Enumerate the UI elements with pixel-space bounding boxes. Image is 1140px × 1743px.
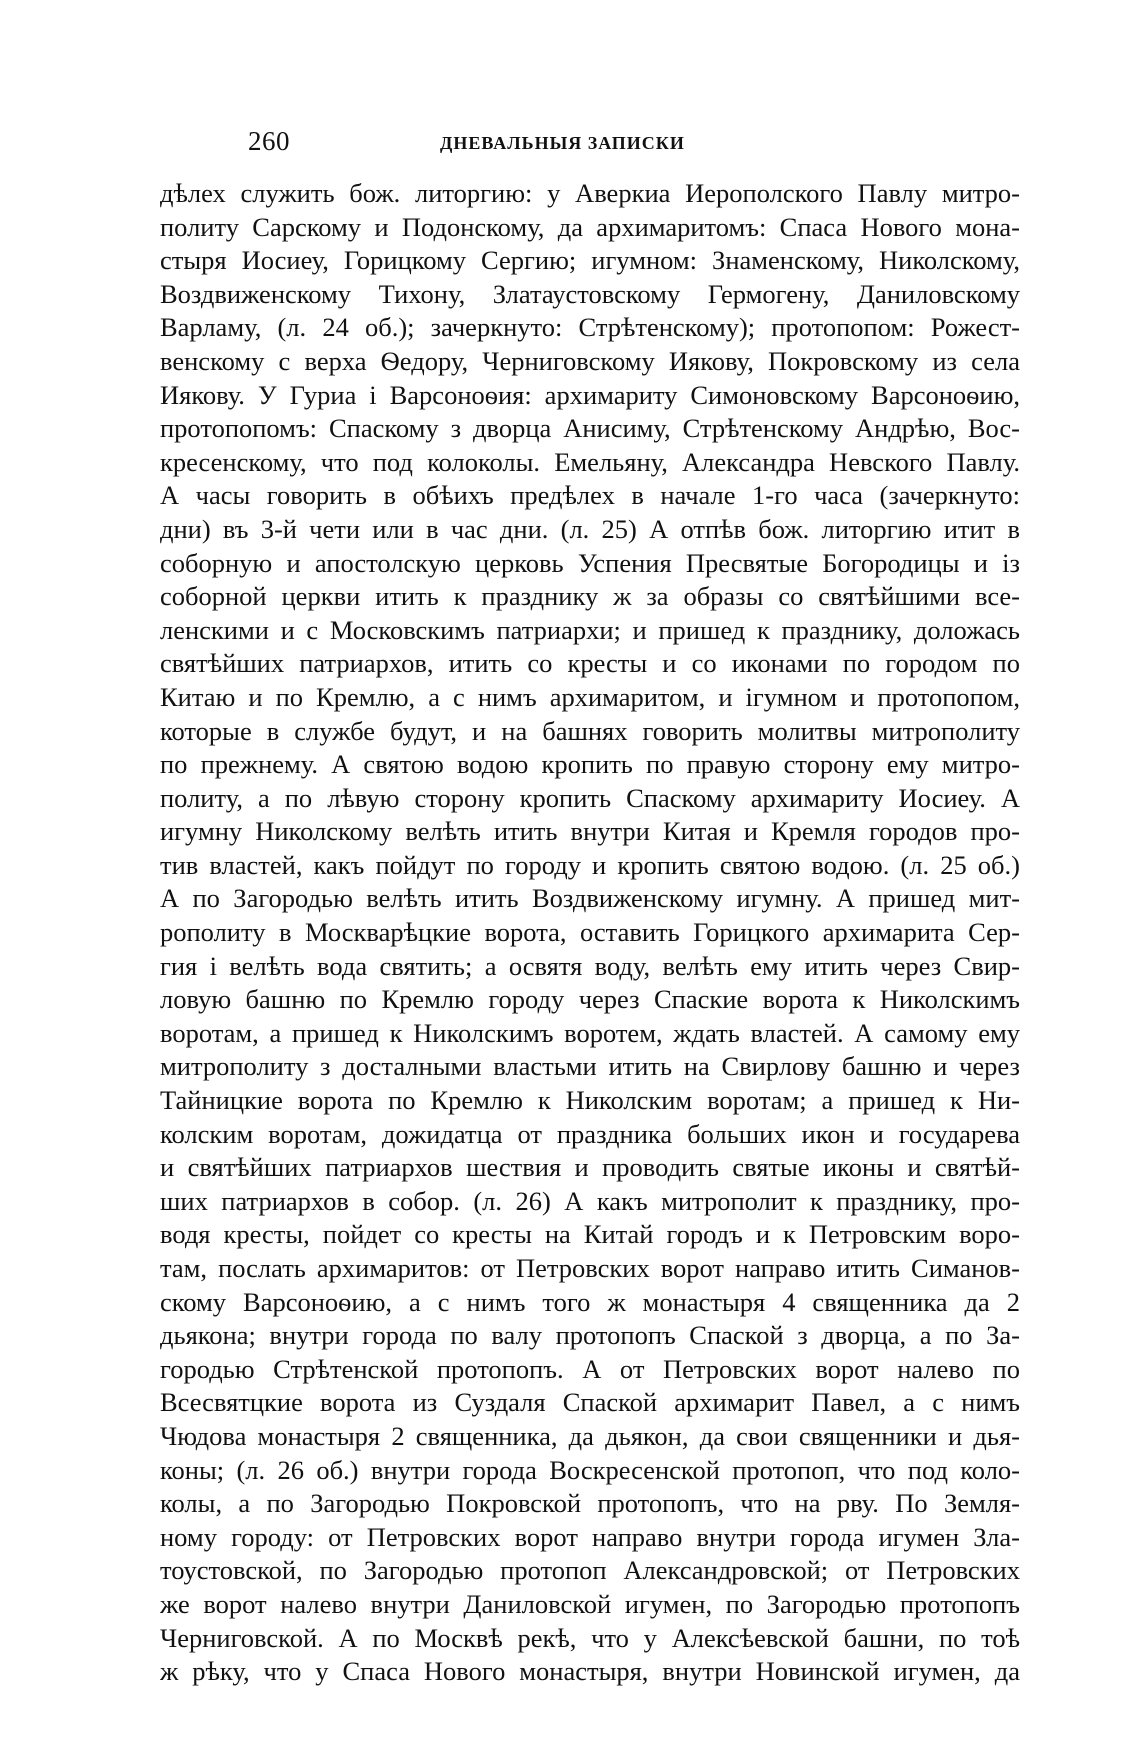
- text-line: ному городу: от Петровских ворот направо внутри города игумен Зла-: [160, 1521, 1020, 1552]
- text-line: скому Варсоноѳию, а с нимъ того ж монастыря 4 священника да 2: [160, 1286, 1020, 1317]
- text-line: А по Загородью велѣть итить Воздвиженскому игумну. А пришед мит-: [160, 883, 1020, 914]
- text-line: А часы говорить в обѣихъ предѣлех в начале 1-го часа (зачеркнуто:: [160, 480, 1020, 511]
- text-line: гия і велѣть вода святить; а освятя воду, велѣть ему итить через Свир-: [160, 950, 1020, 981]
- text-line: Всесвятцкие ворота из Суздаля Спаской архимарит Павел, а с нимъ: [160, 1387, 1020, 1418]
- text-line: дьякона; внутри города по валу протопопъ Спаской з дворца, а по За-: [160, 1320, 1020, 1351]
- text-line: Иякову. У Гуриа і Варсоноѳия: архимариту Симоновскому Варсоноѳию,: [160, 379, 1020, 410]
- text-line: коны; (л. 26 об.) внутри города Воскресенской протопоп, что под коло-: [160, 1454, 1020, 1485]
- text-line: и святѣйших патриархов шествия и проводить святые иконы и святѣй-: [160, 1152, 1020, 1183]
- text-line: дни) въ 3-й чети или в час дни. (л. 25) А отпѣв бож. литоргию итит в: [160, 513, 1020, 544]
- text-line: Китаю и по Кремлю, а с нимъ архимаритом, и ігумном и протопопом,: [160, 681, 1020, 712]
- text-line: которые в службе будут, и на башнях говорить молитвы митрополиту: [160, 715, 1020, 746]
- text-line: ших патриархов в собор. (л. 26) А какъ митрополит к празднику, про-: [160, 1185, 1020, 1216]
- text-line: колским воротам, дожидатца от праздника больших икон и государева: [160, 1118, 1020, 1149]
- text-line: политу, а по лѣвую сторону кропить Спаскому архимариту Иосиеу. А: [160, 782, 1020, 813]
- text-line: кресенскому, что под колоколы. Емельяну, Александра Невского Павлу.: [160, 446, 1020, 477]
- text-line: тив властей, какъ пойдут по городу и кропить святою водою. (л. 25 об.): [160, 849, 1020, 880]
- text-line: воротам, а пришед к Николскимъ воротем, ждать властей. А самому ему: [160, 1017, 1020, 1048]
- text-line: городью Стрѣтенской протопопъ. А от Петровских ворот налево по: [160, 1353, 1020, 1384]
- text-line: рополиту в Москварѣцкие ворота, оставить Горицкого архимарита Сер-: [160, 917, 1020, 948]
- running-title: ДНЕВАЛЬНЫЯ ЗАПИСКИ: [440, 133, 685, 153]
- text-line: же ворот налево внутри Даниловской игумен, по Загородью протопопъ: [160, 1588, 1020, 1619]
- text-line: протопопомъ: Спаскому з дворца Анисиму, Стрѣтенскому Андрѣю, Вос-: [160, 413, 1020, 444]
- text-line: соборную и апостолскую церковь Успения Пресвятые Богородицы и із: [160, 547, 1020, 578]
- text-line: ж рѣку, что у Спаса Нового монастыря, внутри Новинской игумен, да: [160, 1656, 1020, 1687]
- text-line: Варламу, (л. 24 об.); зачеркнуто: Стрѣтенскому); протопопом: Рожест-: [160, 312, 1020, 343]
- text-line: тоустовской, по Загородью протопоп Александровской; от Петровских: [160, 1555, 1020, 1586]
- text-line: там, послать архимаритов: от Петровских ворот направо итить Симанов-: [160, 1253, 1020, 1283]
- text-line: митрополиту з досталными властьми итить на Свирлову башню и через: [160, 1051, 1020, 1082]
- text-line: стыря Иосиеу, Горицкому Сергию; игумном: Знаменскому, Николскому,: [160, 245, 1020, 276]
- body-text: [160, 177, 1020, 1689]
- page-number: 260: [248, 126, 290, 156]
- text-line: водя кресты, пойдет со кресты на Китай городъ и к Петровским воро-: [160, 1219, 1020, 1250]
- text-line: Воздвиженскому Тихону, Златаустовскому Гермогену, Даниловскому: [160, 278, 1020, 309]
- text-line: Тайницкие ворота по Кремлю к Николским воротам; а пришед к Ни-: [160, 1085, 1020, 1116]
- text-line: соборной церкви итить к празднику ж за образы со святѣйшими все-: [160, 581, 1020, 612]
- text-line: игумну Николскому велѣть итить внутри Китая и Кремля городов про-: [160, 816, 1020, 847]
- text-line: Черниговской. А по Москвѣ рекѣ, что у Алексѣевской башни, по тоѣ: [160, 1622, 1020, 1653]
- text-line: политу Сарскому и Подонскому, да архимаритомъ: Спаса Нового мона-: [160, 211, 1020, 242]
- text-line: ловую башню по Кремлю городу через Спаские ворота к Николскимъ: [160, 984, 1020, 1015]
- text-line: дѣлех служить бож. литоргию: у Аверкиа Иерополского Павлу митро-: [160, 178, 1020, 208]
- text-line: колы, а по Загородью Покровской протопопъ, что на рву. По Земля-: [160, 1488, 1020, 1519]
- text-line: святѣйших патриархов, итить со кресты и со иконами по городом по: [160, 648, 1020, 679]
- text-line: ленскими и с Московскимъ патриархи; и пришед к празднику, доложась: [160, 614, 1020, 645]
- text-line: венскому с верха Ѳедору, Черниговскому Иякову, Покровскому из села: [160, 345, 1020, 376]
- text-line: Чюдова монастыря 2 священника, да дьякон, да свои священники и дья-: [160, 1420, 1020, 1451]
- text-line: по прежнему. А святою водою кропить по правую сторону ему митро-: [160, 749, 1020, 780]
